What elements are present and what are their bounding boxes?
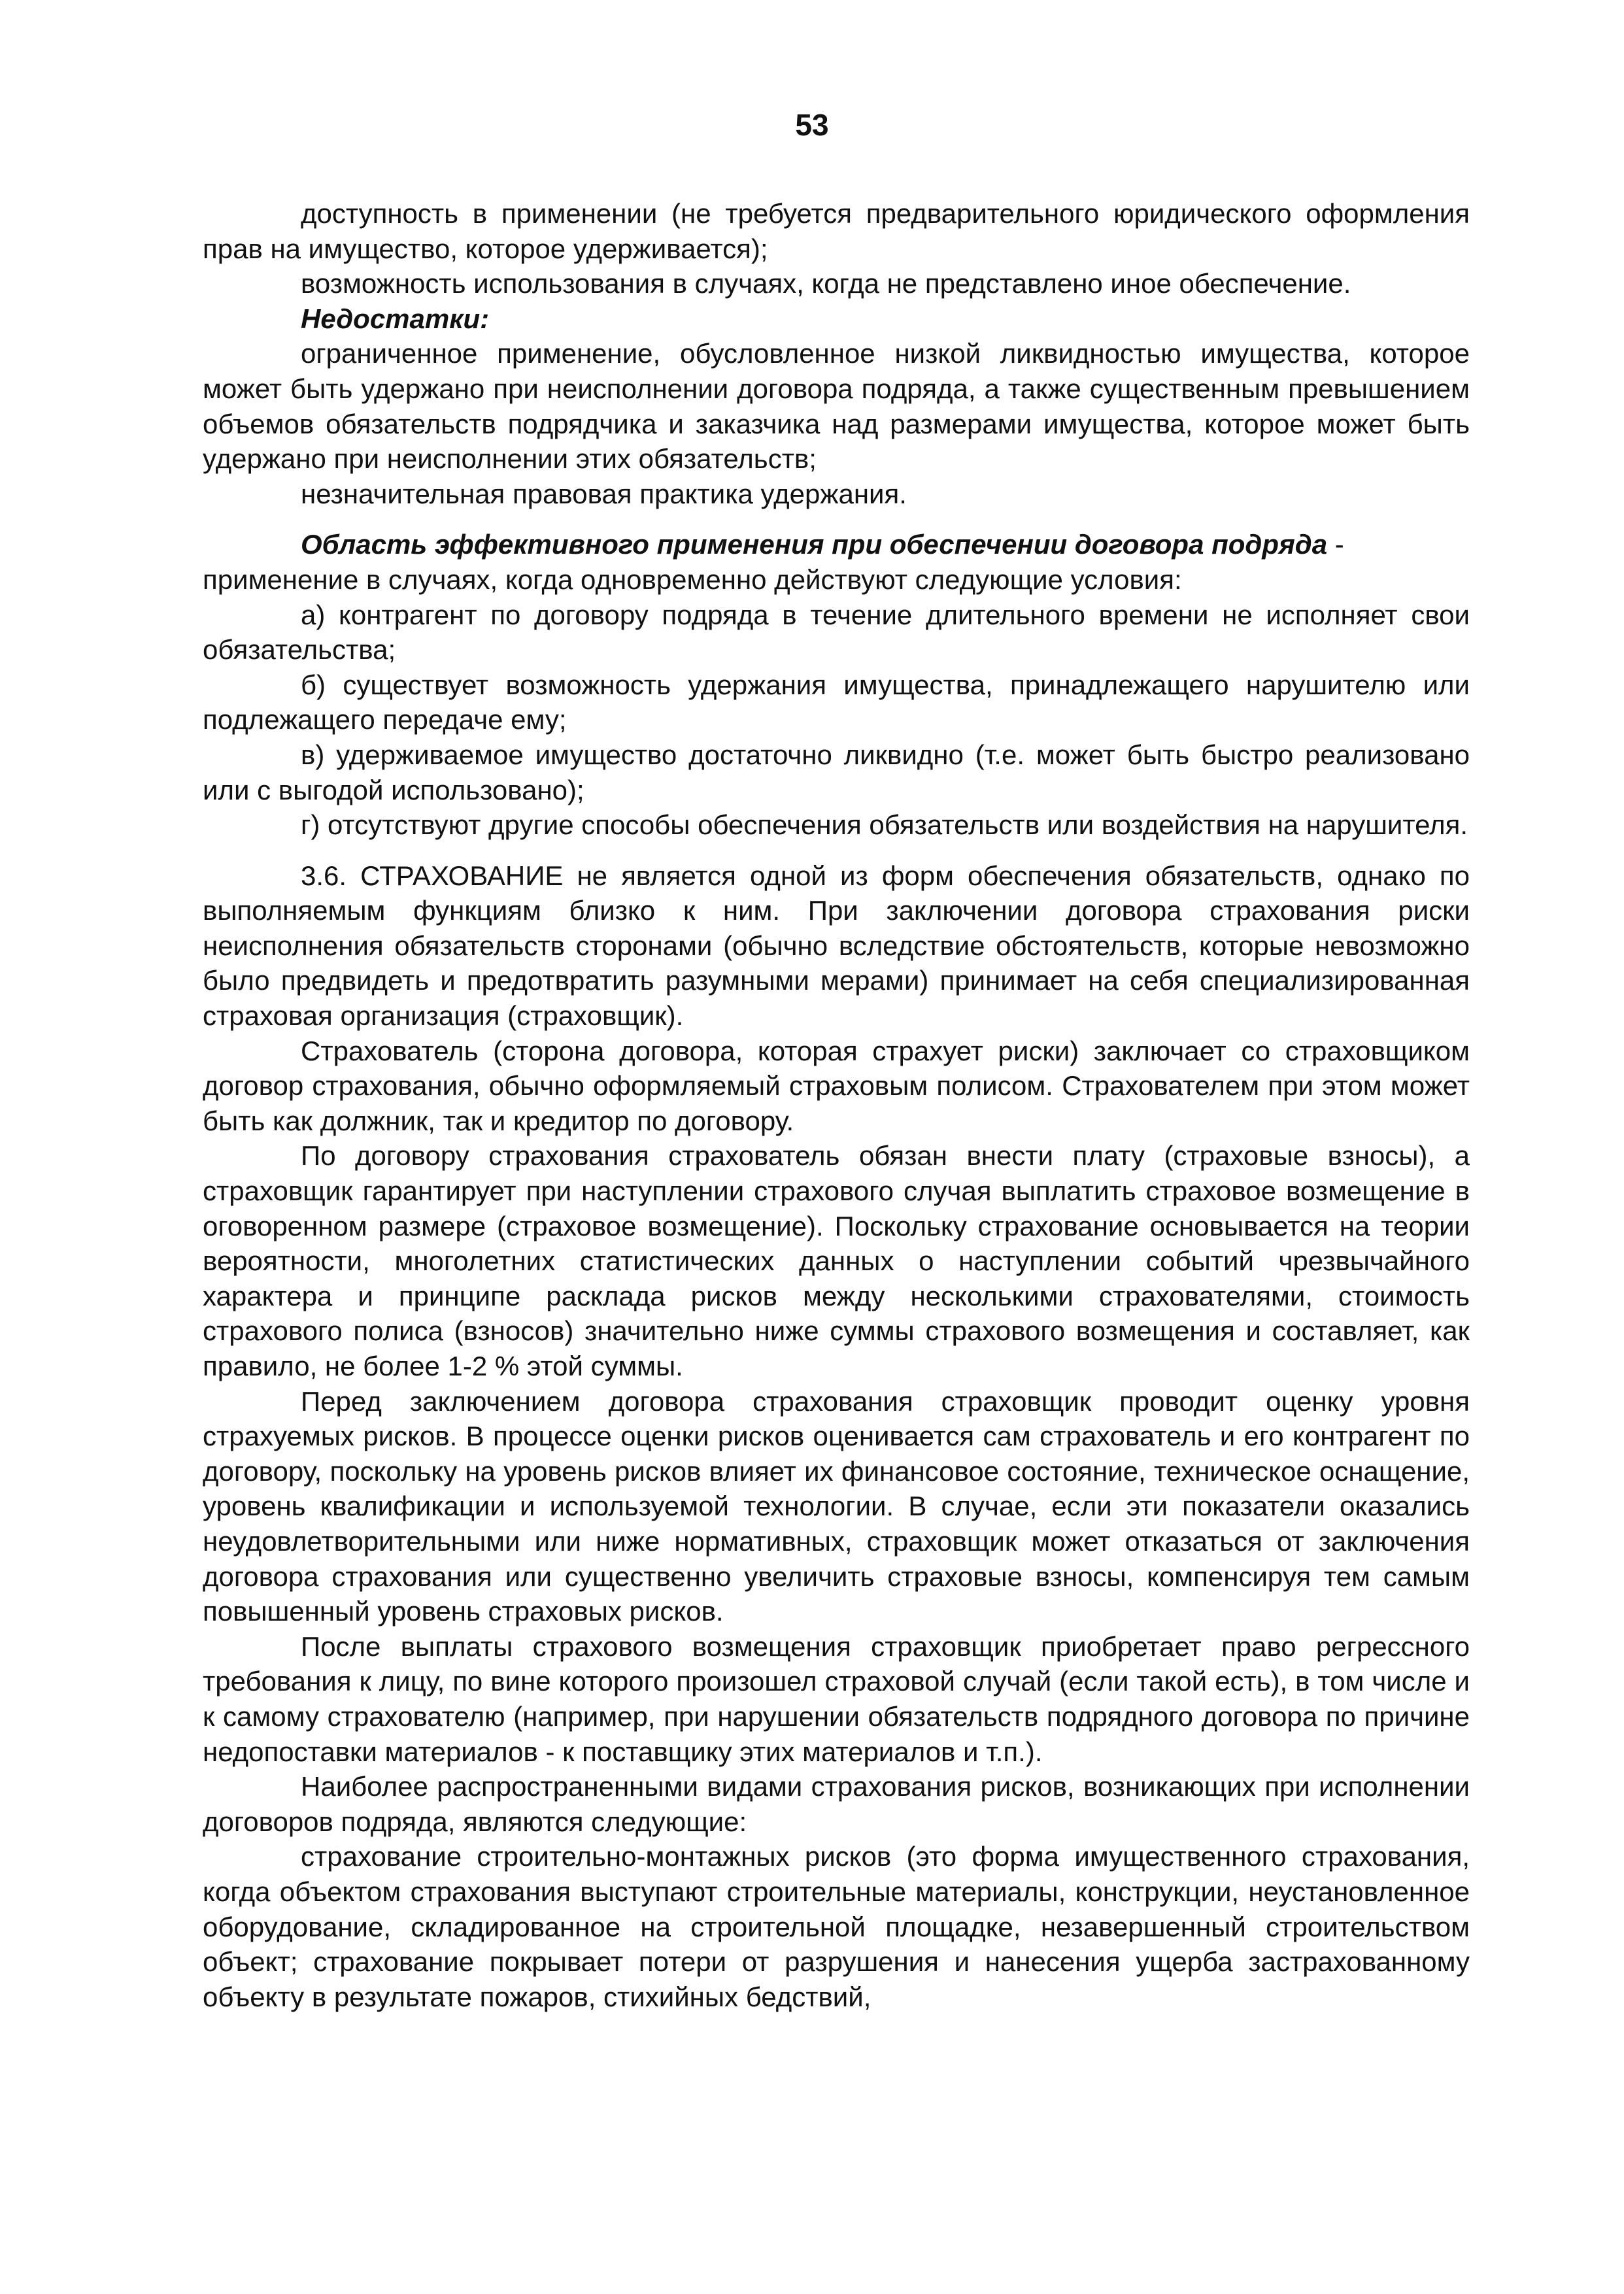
paragraph: возможность использования в случаях, когда не представлено иное обеспечение. [301, 268, 1351, 299]
section-3-6-paragraph: 3.6. СТРАХОВАНИЕ не является одной из форм обеспечения обязательств, однако по выполняемым функциям близко к ним. При заключении договора страхования риски неисполнения обязательств сторонами (обычно вследствие обстоятельств, которые невозможно было предвидеть и предотвратить разумными мерами) принимает на себя специализированная страховая организация (страховщик). [203, 860, 1470, 1032]
section-heading-disadvantages: Недостатки: [301, 303, 490, 334]
list-item: в) удерживаемое имущество достаточно ликвидно (т.е. может быть быстро реализовано или с выгодой использовано); [203, 739, 1470, 805]
paragraph: применение в случаях, когда одновременно действуют следующие условия: [203, 564, 1182, 595]
paragraph: Наиболее распространенными видами страхования рисков, возникающих при исполнении договоров подряда, являются следующие: [203, 1771, 1470, 1837]
list-item: б) существует возможность удержания имущества, принадлежащего нарушителю или подлежащего передаче ему; [203, 669, 1470, 735]
paragraph: После выплаты страхового возмещения страховщик приобретает право регрессного требования к лицу, по вине которого произошел страховой случай (если такой есть), в том числе и к самому страхователю (например, при нарушении обязательств подрядного договора по причине недопоставки материалов - к поставщику этих материалов и т.п.). [203, 1630, 1470, 1767]
page-number: 53 [795, 108, 829, 142]
paragraph: Страхователь (сторона договора, которая страхует риски) заключает со страховщиком договор страхования, обычно оформляемый страховым полисом. Страхователем при этом может быть как должник, так и кредитор по договору. [203, 1035, 1470, 1136]
section-heading-effective-area: Область эффективного применения при обеспечении договора подряда [301, 529, 1328, 560]
list-item: г) отсутствуют другие способы обеспечения обязательств или воздействия на нарушителя. [301, 809, 1468, 841]
heading-dash: - [1327, 529, 1344, 560]
paragraph: доступность в применении (не требуется предварительного юридического оформления прав на имущество, которое удерживается); [203, 198, 1470, 264]
list-item: а) контрагент по договору подряда в течение длительного времени не исполняет свои обязательства; [203, 599, 1470, 666]
paragraph: Перед заключением договора страхования страховщик проводит оценку уровня страхуемых рисков. В процессе оценки рисков оценивается сам страхователь и его контрагент по договору, поскольку на уровень рисков влияет их финансовое состояние, техническое оснащение, уровень квалификации и используемой технологии. В случае, если эти показатели оказались неудовлетворительными или ниже нормативных, страховщик может отказаться от заключения договора страхования или существенно увеличить страховые взносы, компенсируя тем самым повышенный уровень страховых рисков. [203, 1385, 1470, 1627]
paragraph: ограниченное применение, обусловленное низкой ликвидностью имущества, которое может быть удержано при неисполнении договора подряда, а также существенным превышением объемов обязательств подрядчика и заказчика над размерами имущества, которое может быть удержано при неисполнении этих обязательств; [203, 338, 1470, 475]
effective-area-paragraph [203, 527, 1470, 562]
page-body [203, 196, 1470, 2014]
paragraph: незначительная правовая практика удержания. [301, 478, 907, 509]
paragraph: страхование строительно-монтажных рисков (это форма имущественного страхования, когда объектом страхования выступают строительные материалы, конструкции, неустановленное оборудование, складированное на строительной площадке, незавершенный строительством объект; страхование покрывает потери от разрушения и нанесения ущерба застрахованному объекту в результате пожаров, стихийных бедствий, [203, 1841, 1470, 2012]
paragraph: По договору страхования страхователь обязан внести плату (страховые взносы), а страховщик гарантирует при наступлении страхового случая выплатить страховое возмещение в оговоренном размере (страховое возмещение). Поскольку страхование основывается на теории вероятности, многолетних статистических данных о наступлении событий чрезвычайного характера и принципе расклада рисков между несколькими страхователями, стоимость страхового полиса (взносов) значительно ниже суммы страхового возмещения и составляет, как правило, не более 1-2 % этой суммы. [203, 1140, 1470, 1381]
